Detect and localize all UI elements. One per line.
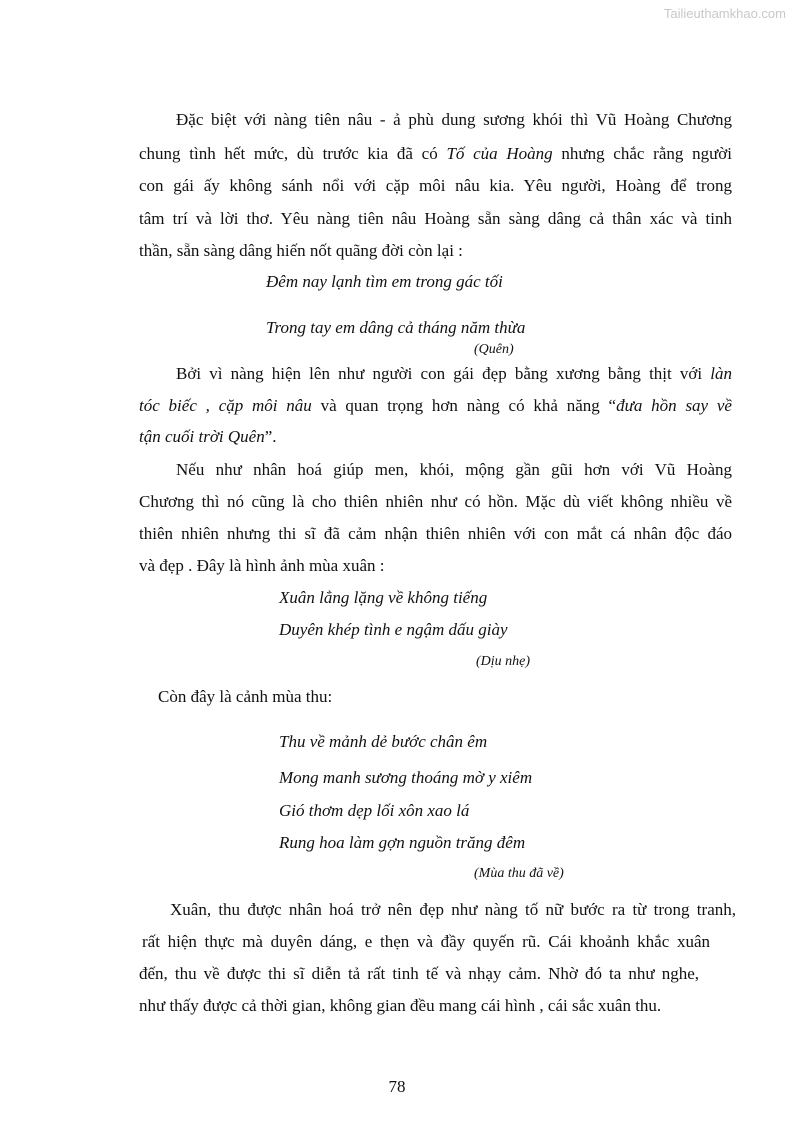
p1-line-1: Đặc biệt với nàng tiên nâu - ả phù dung sương khói thì Vũ Hoàng Chương	[176, 110, 732, 129]
page-number: 78	[388, 1077, 406, 1096]
watermark: Tailieuthamkhao.com	[663, 6, 786, 21]
p2-line-3: tận cuối trời Quên”.	[139, 427, 277, 446]
p3-line-1: Nếu như nhân hoá giúp men, khói, mộng gần gũi hơn với Vũ Hoàng	[176, 460, 732, 479]
p2-line-1: Bởi vì nàng hiện lên như người con gái đẹp bằng xương bằng thịt với làn	[176, 364, 732, 383]
p4-line-1: Còn đây là cảnh mùa thu:	[158, 687, 333, 706]
p5-line-2: rất hiện thực mà duyên dáng, e thẹn và đầy quyến rũ. Cái khoảnh khắc xuân	[142, 932, 710, 951]
poem2-verse-1: Xuân lẳng lặng về không tiếng	[279, 588, 488, 607]
p1-line-5: thần, sẵn sàng dâng hiến nốt quãng đời còn lại :	[139, 241, 463, 260]
poem3-verse-2: Mong manh sương thoáng mờ y xiêm	[279, 768, 533, 787]
poem2-source: (Dịu nhẹ)	[476, 654, 531, 669]
p1-line-4: tâm trí và lời thơ. Yêu nàng tiên nâu Hoàng sẵn sàng dâng cả thân xác và tinh	[139, 209, 732, 228]
p1-line-2: chung tình hết mức, dù trước kia đã có Tố của Hoàng nhưng chắc rằng người	[139, 144, 733, 163]
p3-line-3: thiên nhiên nhưng thi sĩ đã cảm nhận thiên nhiên với con mắt cá nhân độc đáo	[139, 524, 732, 543]
p3-line-4: và đẹp . Đây là hình ảnh mùa xuân :	[139, 556, 385, 575]
poem3-verse-3: Gió thơm dẹp lối xôn xao lá	[279, 801, 470, 820]
p5-line-4: như thấy được cả thời gian, không gian đều mang cái hình , cái sắc xuân thu.	[139, 996, 662, 1015]
poem1-source: (Quên)	[474, 342, 514, 357]
p3-line-2: Chương thì nó cũng là cho thiên nhiên như có hồn. Mặc dù viết không nhiều về	[139, 492, 732, 511]
poem3-verse-1: Thu về mảnh dẻ bước chân êm	[279, 732, 488, 751]
poem3-source: (Mùa thu đã về)	[474, 866, 564, 881]
p5-line-3: đến, thu về được thi sĩ diễn tả rất tinh tế và nhạy cảm. Nhờ đó ta như nghe,	[139, 964, 699, 983]
p1-line-3: con gái ấy không sánh nổi với cặp môi nâu kia. Yêu người, Hoàng để trong	[139, 176, 732, 195]
p2-line-2: tóc biếc , cặp môi nâu và quan trọng hơn nàng có khả năng “đưa hồn say về	[139, 396, 732, 415]
poem1-verse-2: Trong tay em dâng cả tháng năm thừa	[266, 318, 526, 337]
poem1-verse-1: Đêm nay lạnh tìm em trong gác tối	[266, 272, 503, 291]
poem3-verse-4: Rung hoa làm gợn nguồn trăng đêm	[279, 833, 526, 852]
poem2-verse-2: Duyên khép tình e ngậm dấu giày	[279, 620, 508, 639]
p5-line-1: Xuân, thu được nhân hoá trở nên đẹp như nàng tố nữ bước ra từ trong tranh,	[170, 900, 736, 919]
